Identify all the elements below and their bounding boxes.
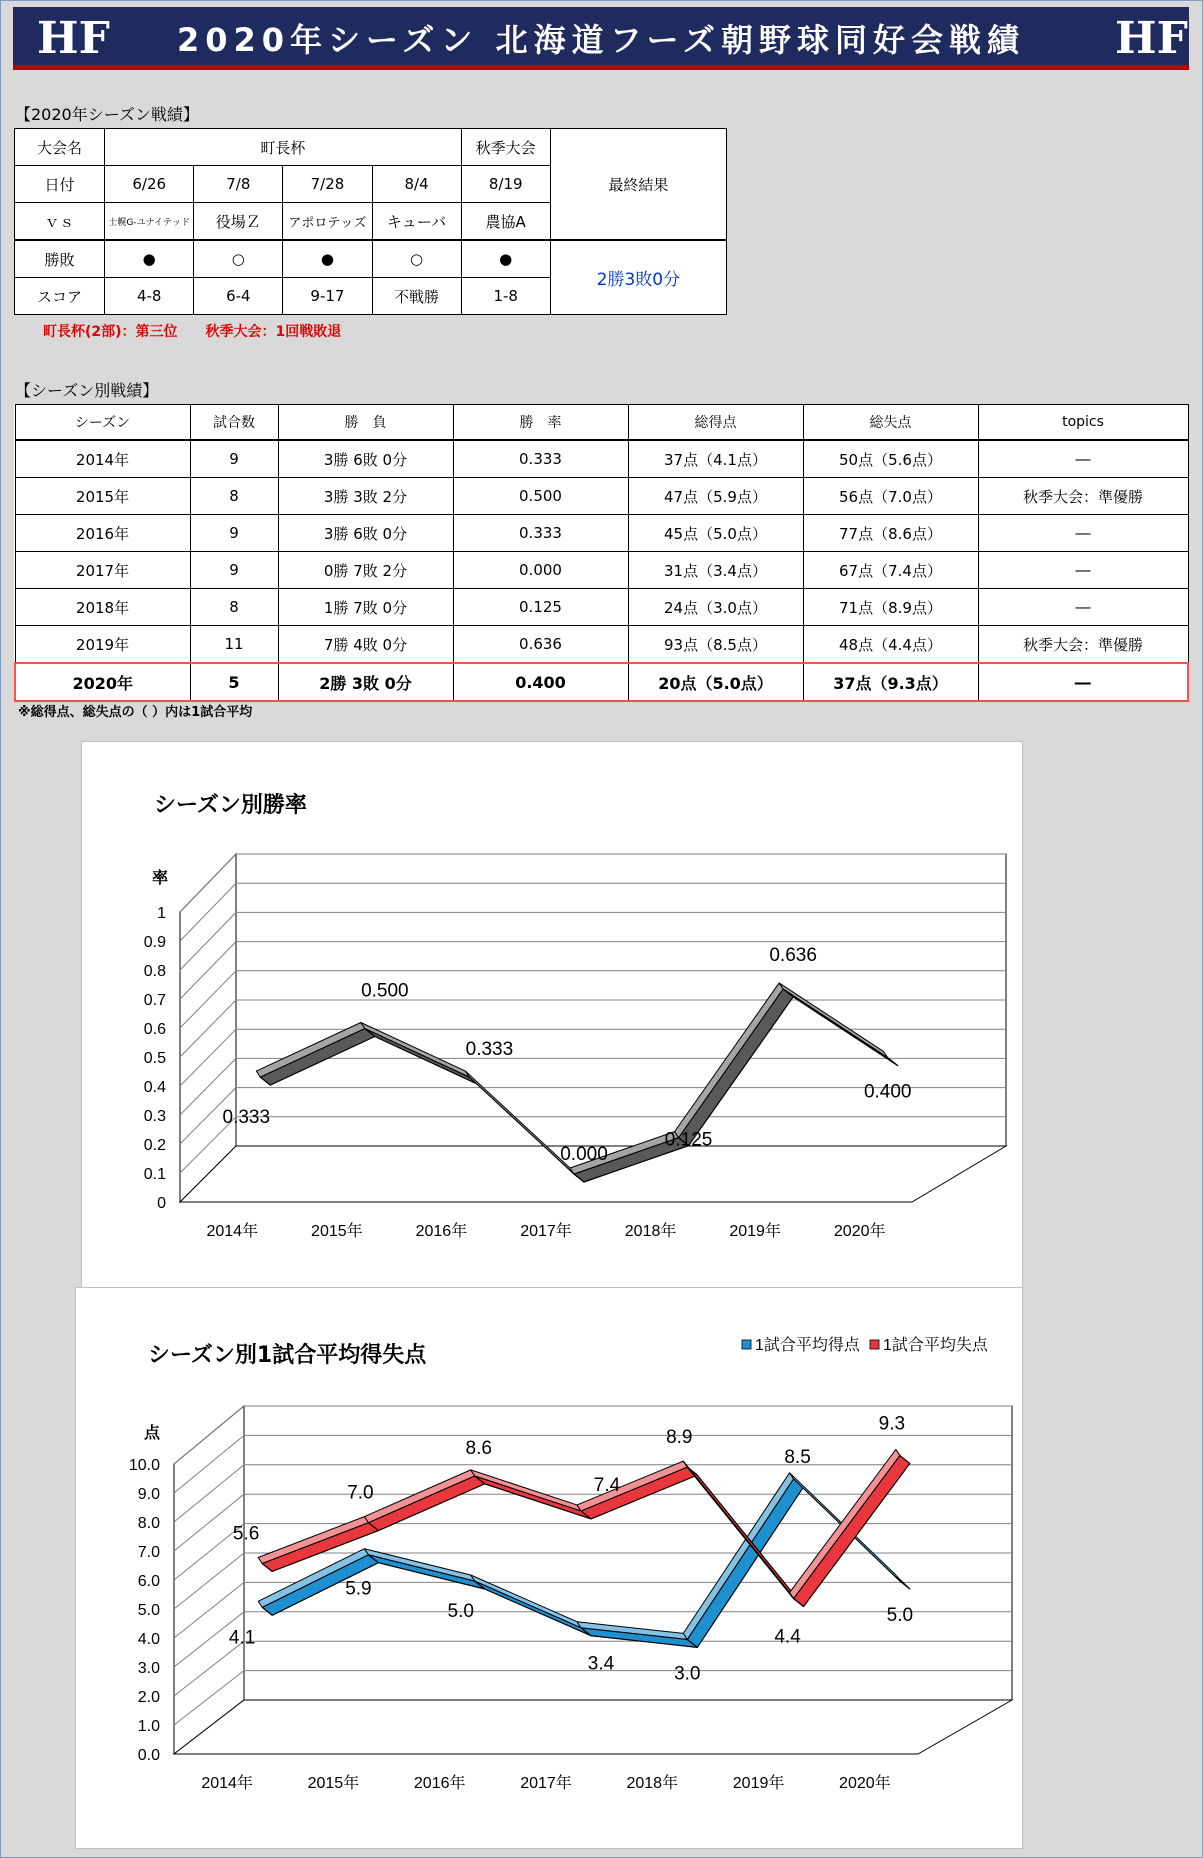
data-label: 3.4 (587, 1653, 615, 1675)
game-result: ○ (372, 240, 461, 278)
data-label: 4.4 (774, 1626, 801, 1648)
cell-games: 5 (190, 663, 278, 701)
cell-win-rate: 0.333 (453, 515, 628, 552)
data-label: 8.6 (465, 1437, 492, 1459)
cell-runs-for: 37点（4.1点） (628, 440, 803, 478)
cell-runs-against: 48点（4.4点） (803, 626, 978, 664)
history-section-title: 【シーズン別戦績】 (15, 381, 159, 400)
cell-season: 2014年 (15, 440, 190, 478)
cell-topics: ― (978, 663, 1188, 701)
score-label: スコア (15, 278, 105, 315)
vs-label: ｖｓ (15, 203, 105, 241)
column-header: 勝 率 (453, 405, 628, 441)
cell-topics: ― (978, 515, 1188, 552)
x-tick-label: 2018年 (624, 1223, 677, 1240)
game-result: ○ (194, 240, 283, 278)
cell-win-rate: 0.500 (453, 478, 628, 515)
y-tick-label: 1.0 (137, 1718, 160, 1735)
cell-topics: 秋季大会：準優勝 (978, 626, 1188, 664)
hf-logo-icon (1111, 9, 1188, 64)
data-label: 0.000 (560, 1144, 608, 1165)
x-tick-label: 2015年 (311, 1223, 363, 1240)
cell-runs-against: 37点（9.3点） (803, 663, 978, 701)
cell-topics: 秋季大会：準優勝 (978, 478, 1188, 515)
column-header: シーズン (15, 405, 190, 441)
x-tick-label: 2020年 (839, 1775, 891, 1792)
y-tick-label: 7.0 (137, 1544, 160, 1561)
x-tick-label: 2016年 (413, 1775, 466, 1792)
cell-season: 2015年 (15, 478, 190, 515)
tournament-name: 秋季大会 (461, 129, 550, 166)
game-score: 9-17 (283, 278, 372, 315)
table-row-current-season (15, 663, 1188, 701)
y-tick-label: 10.0 (128, 1457, 160, 1474)
cell-record: 7勝 4敗 0分 (278, 626, 453, 664)
cell-runs-for: 24点（3.0点） (628, 589, 803, 626)
cell-games: 9 (190, 440, 278, 478)
cell-topics: ― (978, 589, 1188, 626)
result-label: 勝敗 (15, 240, 105, 278)
cell-season: 2016年 (15, 515, 190, 552)
game-result: ● (461, 240, 550, 278)
cell-runs-against: 71点（8.9点） (803, 589, 978, 626)
cell-runs-for: 45点（5.0点） (628, 515, 803, 552)
y-tick-label: 0.8 (143, 963, 166, 980)
tournament-name: 町長杯 (105, 129, 462, 166)
y-tick-label: 2.0 (137, 1689, 160, 1706)
data-label: 5.0 (886, 1605, 914, 1626)
cell-runs-against: 67点（7.4点） (803, 552, 978, 589)
chart-floor (174, 1700, 1012, 1754)
x-tick-label: 2015年 (307, 1775, 360, 1792)
cell-season: 2020年 (15, 663, 190, 701)
cell-record: 1勝 7敗 0分 (278, 589, 453, 626)
column-header: 試合数 (190, 405, 278, 441)
tournament-label: 大会名 (15, 129, 105, 166)
opponent: アポロテッズ (283, 203, 372, 241)
season-results-table (14, 128, 727, 315)
data-label: 5.9 (345, 1578, 372, 1600)
data-label: 8.5 (784, 1446, 811, 1468)
cell-win-rate: 0.000 (453, 552, 628, 589)
opponent: 役場Ｚ (194, 203, 283, 241)
table-header-row (15, 405, 1188, 441)
cell-runs-for: 20点（5.0点） (628, 663, 803, 701)
data-label: 0.125 (664, 1129, 713, 1151)
data-label: 4.1 (228, 1627, 256, 1649)
table-row (15, 626, 1188, 664)
cell-topics: ― (978, 552, 1188, 589)
column-header: 勝 負 (278, 405, 453, 441)
game-date: 7/28 (283, 166, 372, 203)
season-history-table (14, 404, 1189, 702)
cell-win-rate: 0.636 (453, 626, 628, 664)
legend-swatch (742, 1340, 751, 1349)
data-label: 3.0 (674, 1663, 701, 1685)
game-result: ● (283, 240, 372, 278)
y-tick-label: 0.5 (143, 1050, 166, 1067)
y-tick-label: 0.6 (143, 1021, 166, 1038)
season-section-title: 【2020年シーズン戦績】 (15, 105, 199, 124)
table-footnote: ※総得点、総失点の（ ）内は1試合平均 (18, 705, 253, 720)
cell-games: 8 (190, 478, 278, 515)
x-tick-label: 2019年 (729, 1223, 781, 1240)
y-tick-label: 0.1 (143, 1166, 166, 1183)
table-row (15, 129, 727, 166)
y-tick-label: 0 (157, 1195, 166, 1212)
cell-win-rate: 0.333 (453, 440, 628, 478)
game-date: 8/19 (461, 166, 550, 203)
y-tick-label: 1 (157, 905, 166, 922)
y-tick-label: 8.0 (137, 1515, 160, 1532)
game-score: 6-4 (194, 278, 283, 315)
x-tick-label: 2017年 (520, 1775, 572, 1792)
x-tick-label: 2014年 (201, 1775, 253, 1792)
cell-record: 3勝 3敗 2分 (278, 478, 453, 515)
table-row (15, 515, 1188, 552)
y-tick-label: 5.0 (137, 1602, 160, 1619)
svg-text:HF: HF (37, 13, 110, 64)
y-tick-label: 3.0 (137, 1660, 160, 1677)
cell-record: 3勝 6敗 0分 (278, 440, 453, 478)
x-tick-label: 2014年 (206, 1223, 259, 1240)
x-tick-label: 2018年 (626, 1775, 679, 1792)
game-date: 6/26 (105, 166, 194, 203)
game-score: 4-8 (105, 278, 194, 315)
data-label: 5.0 (447, 1601, 474, 1622)
table-row (15, 478, 1188, 515)
x-tick-label: 2017年 (520, 1223, 572, 1240)
table-row (15, 589, 1188, 626)
cell-record: 0勝 7敗 2分 (278, 552, 453, 589)
cell-season: 2019年 (15, 626, 190, 664)
cell-runs-for: 47点（5.9点） (628, 478, 803, 515)
data-label: 9.3 (878, 1413, 906, 1435)
cell-season: 2018年 (15, 589, 190, 626)
column-header: 総失点 (803, 405, 978, 441)
win-rate-chart-svg (82, 742, 1022, 1288)
cell-win-rate: 0.400 (453, 663, 628, 701)
data-label: 0.636 (769, 944, 817, 966)
legend-label: 1試合平均得点 (755, 1337, 860, 1354)
cell-win-rate: 0.125 (453, 589, 628, 626)
avg-runs-chart-svg (76, 1288, 1022, 1848)
game-score: 不戦勝 (372, 278, 461, 315)
game-date: 8/4 (372, 166, 461, 203)
final-result-value: 2勝3敗0分 (550, 240, 726, 315)
avg-runs-chart (75, 1287, 1023, 1849)
y-tick-label: 0.4 (143, 1079, 166, 1096)
cell-games: 9 (190, 552, 278, 589)
opponent: 士幌G-ユナイテッド (105, 203, 194, 241)
cell-season: 2017年 (15, 552, 190, 589)
table-row (15, 240, 727, 278)
data-label: 8.9 (666, 1427, 693, 1449)
data-label: 5.6 (232, 1523, 260, 1545)
column-header: topics (978, 405, 1188, 441)
cell-runs-against: 56点（7.0点） (803, 478, 978, 515)
cell-games: 8 (190, 589, 278, 626)
svg-text:HF: HF (1115, 13, 1188, 64)
data-label: 7.4 (593, 1474, 621, 1496)
final-result-label: 最終結果 (550, 129, 726, 241)
data-label: 0.333 (222, 1107, 271, 1129)
y-axis-label: 率 (152, 870, 169, 887)
x-tick-label: 2020年 (833, 1223, 886, 1240)
y-tick-label: 0.3 (143, 1108, 166, 1125)
table-row (15, 440, 1188, 478)
chart-title: シーズン別1試合平均得失点 (148, 1343, 427, 1368)
chart-side-wall (174, 1406, 244, 1754)
cell-runs-for: 31点（3.4点） (628, 552, 803, 589)
table-row (15, 552, 1188, 589)
game-score: 1-8 (461, 278, 550, 315)
season-result-note: 町長杯(2部)：第三位 秋季大会：1回戦敗退 (43, 324, 342, 340)
hf-logo-icon (33, 9, 110, 64)
y-tick-label: 0.2 (143, 1137, 166, 1154)
data-label: 0.500 (361, 980, 409, 1002)
y-tick-label: 0.9 (143, 934, 166, 951)
cell-games: 9 (190, 515, 278, 552)
y-tick-label: 6.0 (137, 1573, 160, 1590)
cell-topics: ― (978, 440, 1188, 478)
cell-runs-for: 93点（8.5点） (628, 626, 803, 664)
column-header: 総得点 (628, 405, 803, 441)
win-rate-chart (81, 741, 1023, 1289)
opponent: 農協A (461, 203, 550, 241)
page-title: 2020年シーズン 北海道フーズ朝野球同好会戦績 (176, 21, 1026, 59)
legend-label: 1試合平均失点 (883, 1337, 988, 1354)
cell-runs-against: 50点（5.6点） (803, 440, 978, 478)
cell-games: 11 (190, 626, 278, 664)
header-banner (13, 7, 1189, 70)
legend-swatch (870, 1340, 879, 1349)
cell-record: 2勝 3敗 0分 (278, 663, 453, 701)
x-tick-label: 2019年 (732, 1775, 785, 1792)
chart-title: シーズン別勝率 (154, 793, 307, 818)
x-tick-label: 2016年 (415, 1223, 468, 1240)
game-result: ● (105, 240, 194, 278)
data-label: 7.0 (347, 1482, 374, 1504)
data-label: 0.400 (863, 1081, 912, 1103)
cell-runs-against: 77点（8.6点） (803, 515, 978, 552)
y-tick-label: 0.7 (143, 992, 166, 1009)
opponent: キューバ (372, 203, 461, 241)
y-tick-label: 0.0 (137, 1747, 160, 1764)
game-date: 7/8 (194, 166, 283, 203)
y-tick-label: 4.0 (137, 1631, 160, 1648)
date-label: 日付 (15, 166, 105, 203)
y-axis-label: 点 (144, 1425, 161, 1442)
data-label: 0.333 (465, 1039, 514, 1061)
y-tick-label: 9.0 (137, 1486, 160, 1503)
cell-record: 3勝 6敗 0分 (278, 515, 453, 552)
